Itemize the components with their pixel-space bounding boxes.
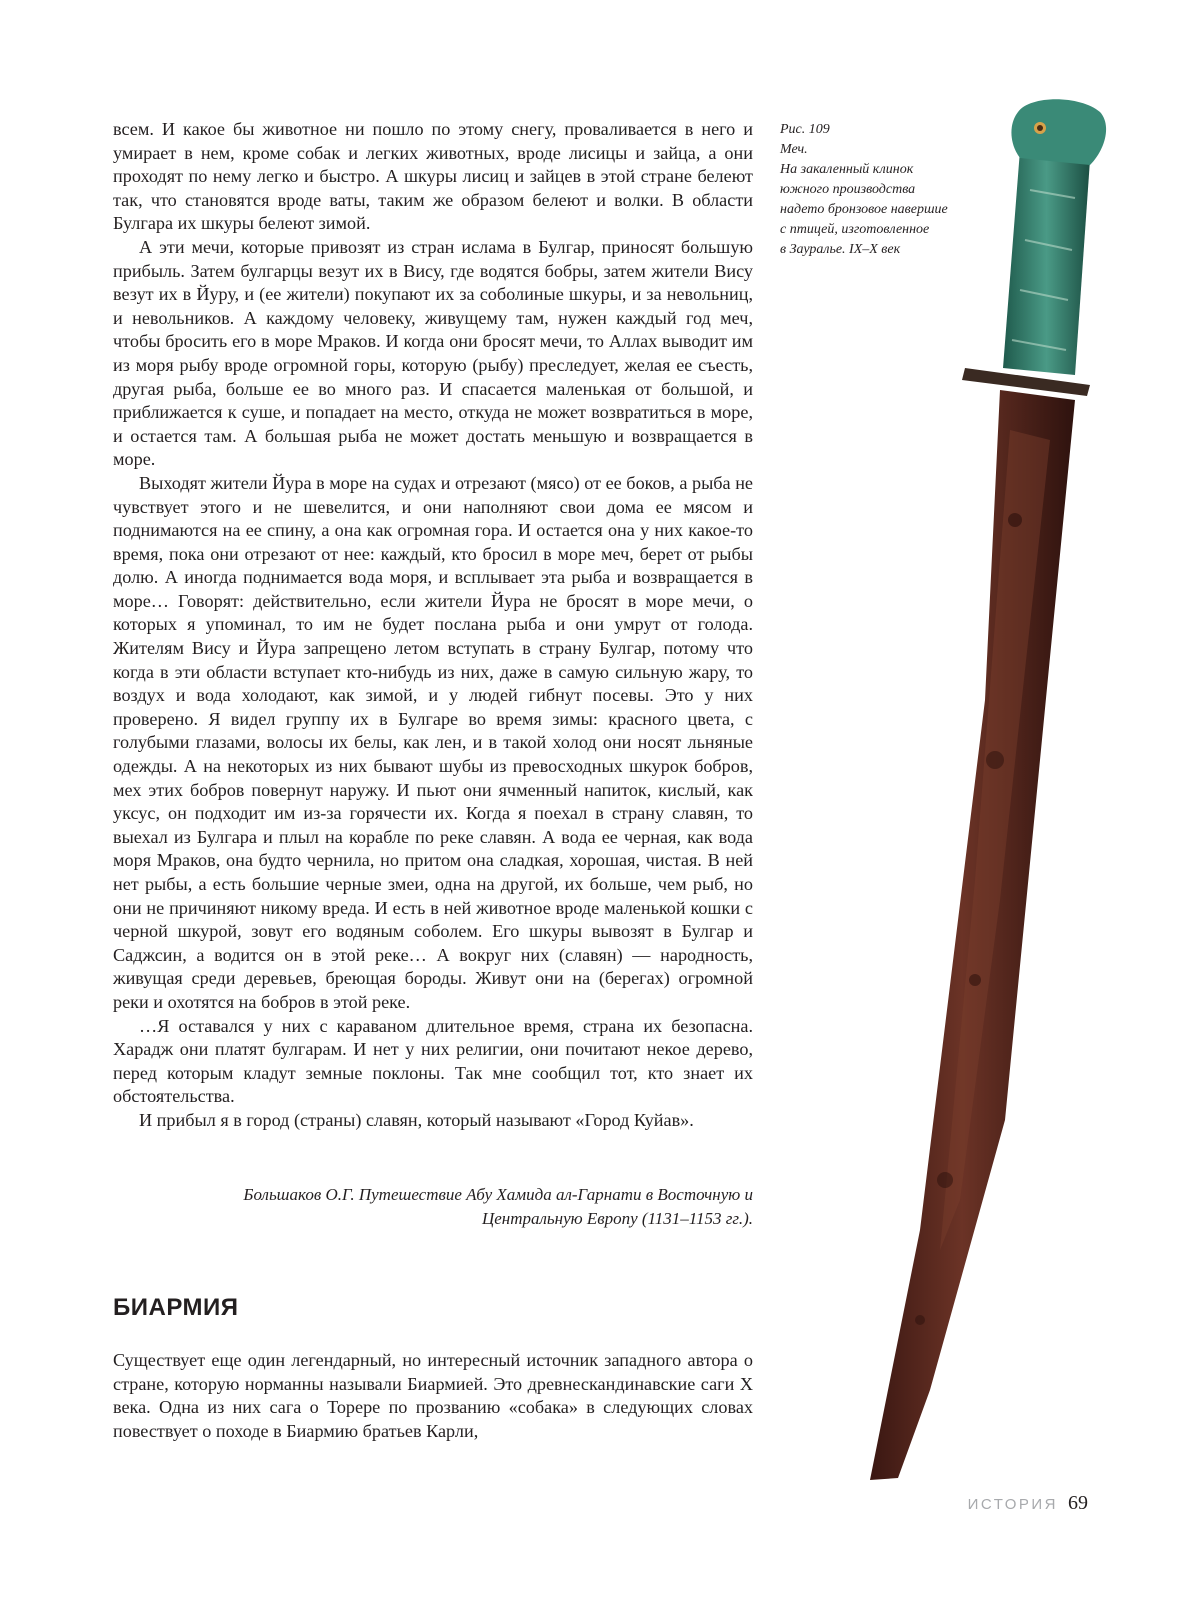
caption-line: На закаленный клинок <box>780 162 914 177</box>
caption-line: в Зауралье. IX–X век <box>780 242 901 257</box>
page-number: 69 <box>1068 1492 1088 1514</box>
paragraph: А эти мечи, которые привозят из стран ислама в Булгар, приносят большую прибыль. Затем булгарцы везут их в Вису, где водятся бобры, затем жители Вису везут их в Йуру, и (ее жители) покупают их за соболиные шкуры, и за невольниц, и невольников. А каждому человеку, живущему там, нужен каждый год меч, чтобы бросить его в море Мраков. И когда они бросят мечи, то Аллах выводит им из моря рыбу вроде огромной горы, которую (рыбу) преследует, желая ее съесть, другая рыба, больше ее во много раз. И спасается маленькая от большой, и приближается к суше, и попадает на место, откуда не может возвратиться в море, и остается там. А большая рыба не может достать меньшую и возвращается в море. <box>113 236 753 470</box>
page-footer <box>968 1492 1088 1515</box>
paragraph: И прибыл я в город (страны) славян, который называют «Город Куйав». <box>139 1109 694 1130</box>
sword-pommel <box>1011 99 1106 165</box>
sword-hilt <box>1003 150 1090 375</box>
sword-illustration <box>760 90 1160 1500</box>
caption-line: с птицей, изготовленное <box>780 222 930 237</box>
sword-blade <box>870 390 1075 1480</box>
caption-line: Меч. <box>780 142 808 157</box>
paragraph: …Я оставался у них с караваном длительное время, страна их безопасна. Харадж они платят булгарам. И нет у них религии, они почитают некое дерево, перед которым кладут земные поклоны. Так мне сообщил тот, кто знает их обстоятельства. <box>113 1015 753 1107</box>
paragraph: Выходят жители Йура в море на судах и отрезают (мясо) от ее боков, а рыба не чувствует этого и не шевелится, и они наполняют свои дома ее мясом и поднимаются на ее спину, а она как огромная гора. И остается она у них какое-то время, пока они отрезают от нее: каждый, кто бросил в море меч, берет от рыбы долю. А иногда поднимается вода моря, и всплывает эта рыба и возвращается в море… Говорят: действительно, если жители Йура не бросят в море мечи, о которых я упоминал, то им не будет послана рыба и они умрут от голода. Жителям Вису и Йура запрещено летом вступать в страну Булгар, потому что когда в эти области вступает кто-нибудь из них, даже в самую сильную жару, то воздух и вода холодают, как зимой, и у людей гибнут посевы. Это у них проверено. Я видел группу их в Булгаре во время зимы: красного цвета, с голубыми глазами, волосы их белы, как лен, и в такой холод они носят льняные одежды. А на некоторых из них бывают шубы из превосходных шкурок бобров, мех этих бобров повернут наружу. И пьют они ячменный напиток, кислый, как уксус, он подходит им из-за горячести их. Когда я поехал в страну славян, то выехал из Булгара и плыл на корабле по реке славян. А вода ее черная, как вода моря Мраков, она будто чернила, но притом она сладкая, хорошая, чистая. В ней нет рыбы, а есть большие черные змеи, одна на другой, их больше, чем рыб, но они не причиняют никому вреда. И есть в ней животное вроде маленькой кошки с черной шкурой, зовут его водяным соболем. Его шкуры вывозят в Булгар и Саджсин, а водится он в этой реке… А вокруг них (славян) — народность, живущая среди деревьев, бреющая бороды. Живут они на (берегах) огромной реки и охотятся на бобров в этой реке. <box>113 472 753 1012</box>
caption-line: южного производства <box>780 182 916 197</box>
section-heading: БИАРМИЯ <box>113 1294 239 1321</box>
caption-line: Рис. 109 <box>780 122 830 137</box>
main-text <box>113 118 753 1133</box>
figure-caption <box>780 120 985 260</box>
running-head: ИСТОРИЯ <box>967 1496 1058 1513</box>
section-text <box>113 1349 753 1443</box>
paragraph: всем. И какое бы животное ни пошло по этому снегу, проваливается в него и умирает в нем, кроме собак и легких животных, вроде лисицы и зайца, а они проходят по нему легко и быстро. А шкуры лисиц и зайцев в этой стране белеют так, что становятся вроде ваты, таким же образом белеют и волки. В области Булгара их шкуры белеют зимой. <box>113 119 753 234</box>
paragraph: Существует еще один легендарный, но интересный источник западного автора о стране, которую норманны называли Биармией. Это древнескандинавские саги X века. Одна из них сага о Торере по прозванию «собака» в следующих словах повествует о походе в Биармию братьев Карли, <box>113 1350 753 1441</box>
citation-line: Большаков О.Г. Путешествие Абу Хамида ал-Гарнати в Восточную и <box>243 1185 753 1204</box>
citation <box>113 1183 753 1231</box>
caption-line: надето бронзовое навершие <box>780 202 948 217</box>
citation-line: Центральную Европу (1131–1153 гг.). <box>481 1209 753 1228</box>
